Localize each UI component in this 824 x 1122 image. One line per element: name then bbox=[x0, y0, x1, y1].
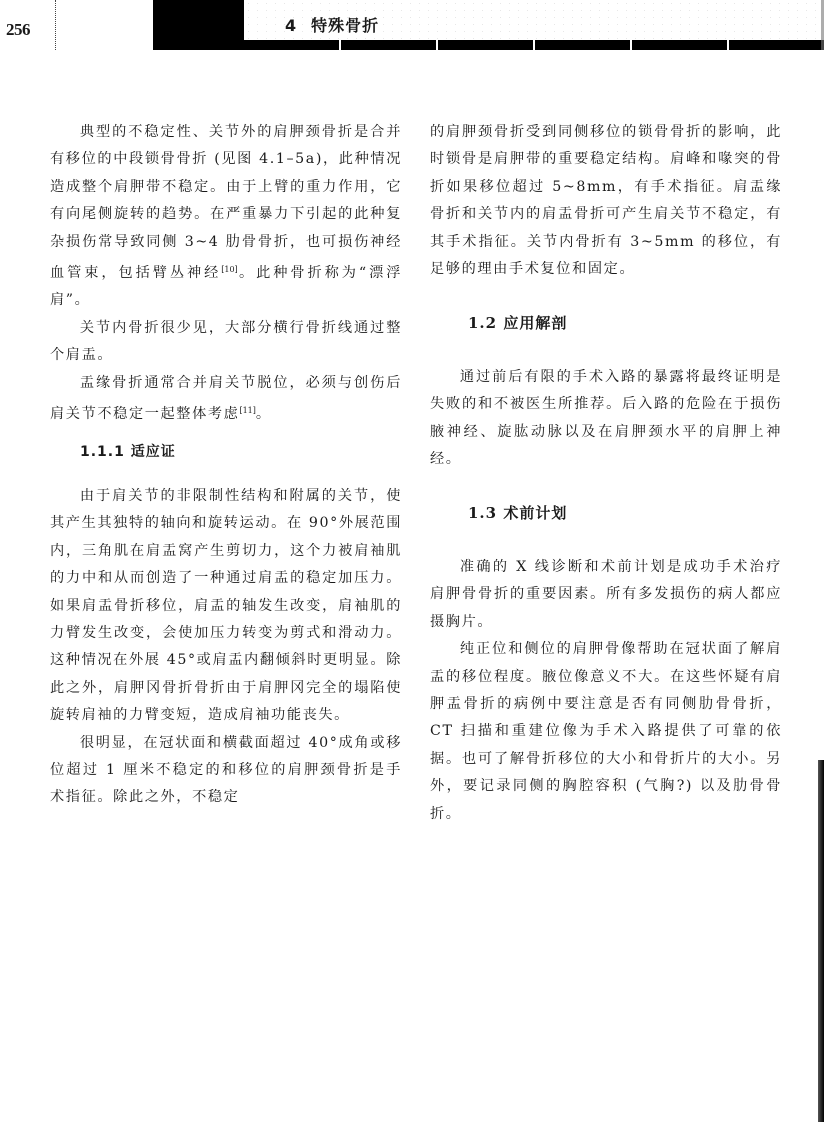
chapter-title: 特殊骨折 bbox=[311, 16, 380, 35]
paragraph: 通过前后有限的手术入路的暴露将最终证明是失败的和不被医生所推荐。后入路的危险在于损伤腋神经、旋肱动脉以及在肩胛颈水平的肩胛上神经。 bbox=[430, 368, 782, 468]
section-heading: 1.2 应用解剖 bbox=[468, 314, 568, 333]
margin-rule bbox=[55, 0, 57, 50]
paragraph-text: 盂缘骨折通常合并肩关节脱位，必须与创伤后肩关节不稳定一起整体考虑 bbox=[50, 374, 402, 423]
paragraph: 关节内骨折很少见，大部分横行骨折线通过整个肩盂。 bbox=[50, 319, 402, 364]
paragraph: 准确的 X 线诊断和术前计划是成功手术治疗肩胛骨骨折的重要因素。所有多发损伤的病人都应摄胸片。 bbox=[430, 558, 782, 630]
header-bar-segment bbox=[729, 40, 824, 50]
header-bar-segment bbox=[438, 40, 533, 50]
paragraph-text: 。 bbox=[255, 406, 272, 423]
paragraph-text: 。此种骨折称为“漂浮肩”。 bbox=[50, 265, 402, 309]
right-column bbox=[430, 119, 782, 828]
paragraph: 由于肩关节的非限制性结构和附属的关节，使其产生其独特的轴向和旋转运动。在 90°外展范围内，三角肌在肩盂窝产生剪切力，这个力被肩袖肌的力中和从而创造了一种通过肩盂的稳定加压力。如果肩盂骨折移位，肩盂的轴发生改变，肩袖肌的力臂发生改变，会使加压力转变为剪式和滑动力。这种情况在外展 45°或肩盂内翻倾斜时更明显。除此之外，肩胛冈骨折骨折由于肩胛冈完全的塌陷使旋转肩袖的力臂变短，造成肩袖功能丧失。 bbox=[50, 487, 402, 724]
header-bar-segment bbox=[535, 40, 630, 50]
header-bar-segment bbox=[244, 40, 339, 50]
paragraph bbox=[50, 370, 402, 429]
chapter-number: 4 bbox=[285, 16, 298, 35]
citation: [10] bbox=[221, 265, 238, 275]
subsection-heading: 1.1.1 适应证 bbox=[80, 444, 176, 461]
header-bar bbox=[244, 40, 824, 50]
page-number: 256 bbox=[6, 20, 30, 39]
paragraph-text: 典型的不稳定性、关节外的肩胛颈骨折是合并有移位的中段锁骨骨折 (见图 4.1–5a)，此种情况造成整个肩胛带不稳定。由于上臂的重力作用，它有向尾侧旋转的趋势。在严重暴力下引起的此种复杂损伤常导致同侧 3~4 肋骨骨折，也可损伤神经血管束，包括臂丛神经 bbox=[50, 124, 402, 282]
left-column bbox=[50, 119, 402, 812]
citation: [11] bbox=[239, 406, 256, 416]
binding-shadow bbox=[818, 760, 824, 1122]
paragraph: 纯正位和侧位的肩胛骨像帮助在冠状面了解肩盂的移位程度。腋位像意义不大。在这些怀疑有肩胛盂骨折的病例中要注意是否有同侧肋骨骨折，CT 扫描和重建位像为手术入路提供了可靠的依据。也可了解骨折移位的大小和骨折片的大小。另外，要记录同侧的胸腔容积 (气胸?) 以及肋骨骨折。 bbox=[430, 641, 782, 822]
running-header bbox=[285, 13, 379, 36]
section-heading: 1.3 术前计划 bbox=[468, 504, 568, 523]
header-bar-segment bbox=[632, 40, 727, 50]
header-bar-segment bbox=[341, 40, 436, 50]
paragraph: 的肩胛颈骨折受到同侧移位的锁骨骨折的影响，此时锁骨是肩胛带的重要稳定结构。肩峰和喙突的骨折如果移位超过 5~8mm，有手术指征。肩盂缘骨折和关节内的肩盂骨折可产生肩关节不稳定，有其手术指征。关节内骨折有 3~5mm 的移位，有足够的理由手术复位和固定。 bbox=[430, 124, 782, 278]
paragraph: 很明显，在冠状面和横截面超过 40°成角或移位超过 1 厘米不稳定的和移位的肩胛颈骨折是手术指征。除此之外，不稳定 bbox=[50, 734, 402, 806]
header-black-block bbox=[153, 0, 244, 50]
paragraph bbox=[50, 119, 402, 315]
